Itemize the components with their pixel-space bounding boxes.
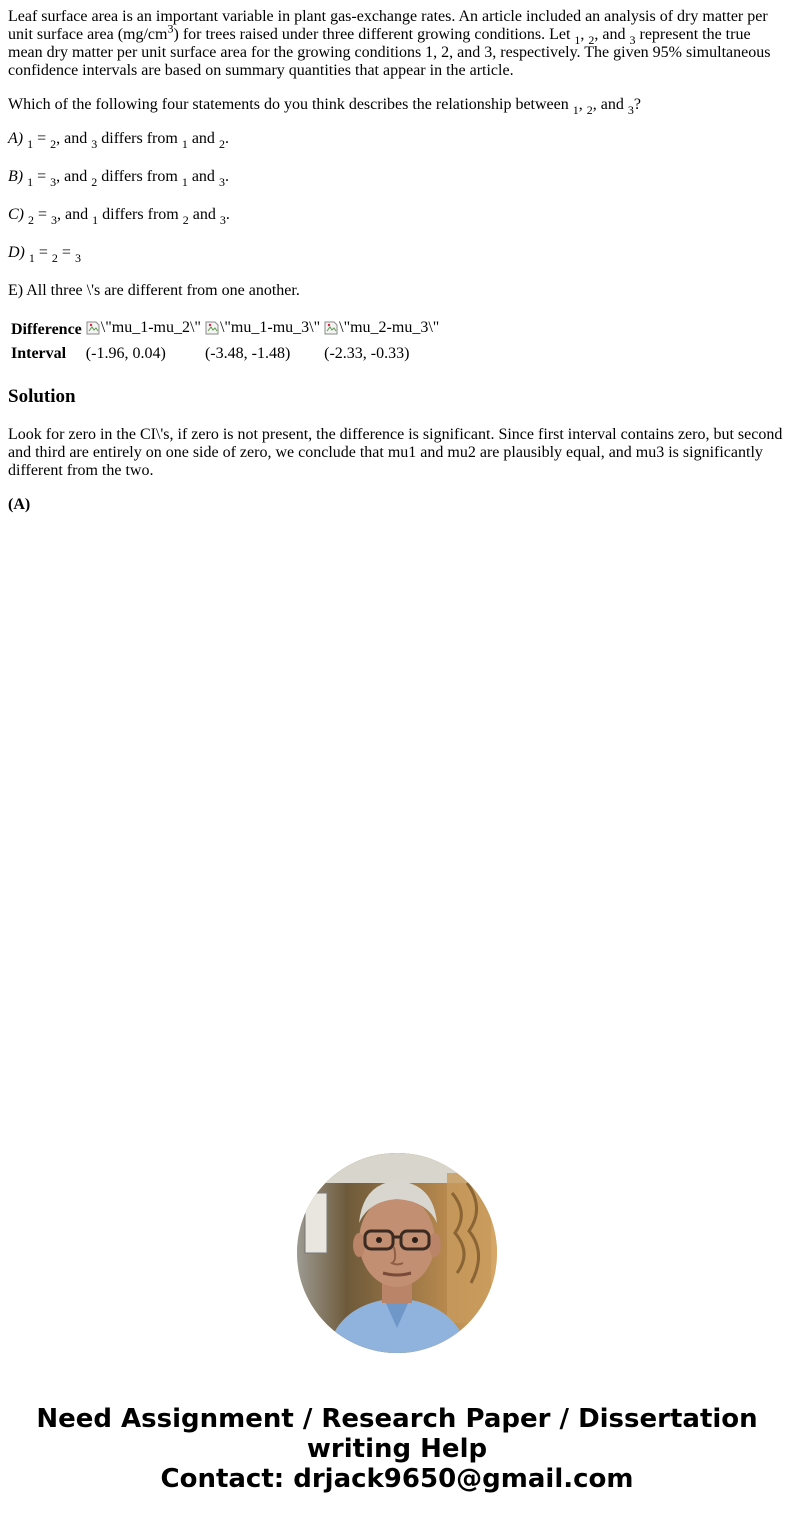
question-sep-2: , and: [592, 96, 628, 113]
option-a-and: , and: [56, 130, 92, 147]
option-a-sub: 2: [50, 137, 57, 152]
option-c-sub: 3: [51, 213, 58, 228]
option-e: E) All three \'s are different from one another.: [8, 282, 300, 299]
intro-sub-2: 2: [588, 33, 595, 48]
option-c-sub: 1: [92, 213, 99, 228]
option-c-eq: =: [34, 206, 52, 223]
option-b-and2: and: [187, 168, 219, 185]
option-a-differs: differs from: [97, 130, 182, 147]
difference-cell: [85, 318, 202, 342]
option-c-sub: 3: [219, 213, 226, 228]
option-b-sub: 3: [50, 175, 57, 190]
table-row: [10, 344, 440, 364]
option-d: [8, 244, 786, 266]
option-c-and: , and: [57, 206, 93, 223]
difference-label-3: \"mu_2-mu_3\": [339, 319, 440, 336]
option-a-and2: and: [187, 130, 219, 147]
solution-heading: Solution: [8, 386, 76, 407]
interval-cell-3: (-2.33, -0.33): [324, 345, 410, 362]
option-b-sub: 1: [181, 175, 188, 190]
option-d-eq: =: [34, 244, 52, 261]
option-a-sub: 1: [27, 137, 34, 152]
interval-header: Interval: [11, 345, 67, 362]
option-a-sub: 2: [218, 137, 225, 152]
tutor-avatar-photo: [297, 1153, 497, 1353]
option-d-sub: 2: [51, 251, 58, 266]
option-c-and2: and: [188, 206, 220, 223]
option-b-differs: differs from: [97, 168, 182, 185]
interval-cell-1: (-1.96, 0.04): [85, 345, 166, 362]
tutor-avatar: [297, 1153, 497, 1353]
intro-superscript: 3: [167, 21, 174, 36]
intro-text-a: Leaf surface area is an important variable in plant gas-exchange rates. An article included an analysis of dry matter per unit surface area (mg/cm: [8, 8, 768, 43]
question-sub-1: 1: [572, 103, 579, 118]
promo-line-2: writing Help: [306, 1434, 488, 1464]
option-a-period: .: [224, 130, 229, 147]
option-c-differs: differs from: [98, 206, 183, 223]
option-d-sub: 1: [28, 251, 35, 266]
option-c-period: .: [225, 206, 230, 223]
option-a-label: A): [8, 130, 24, 147]
difference-header: Difference: [11, 321, 82, 338]
intro-text-d: represent the true mean dry matter per unit surface area for the growing conditions 1, 2, and 3, respectively. The given 95% simultaneous confidence intervals are based on summary quantities that appear in the article.: [8, 26, 771, 79]
option-b-sub: 3: [218, 175, 225, 190]
question-end: ?: [633, 96, 641, 113]
difference-label-2: \"mu_1-mu_3\": [219, 319, 321, 336]
option-a-sub: 1: [181, 137, 188, 152]
option-d-sub: 3: [74, 251, 81, 266]
option-b-sub: 1: [27, 175, 34, 190]
option-b-period: .: [224, 168, 229, 185]
option-c-sub: 2: [28, 213, 34, 228]
promo-line-1: Need Assignment / Research Paper / Dissertation: [36, 1404, 758, 1434]
solution-body: Look for zero in the CI\'s, if zero is not present, the difference is significant. Since first interval contains zero, but second and third are entirely on one side of zero, we conclude that mu1 and mu2 are plausibly equal, and mu3 is significantly different from the two.: [8, 426, 783, 479]
difference-cell: [204, 318, 321, 342]
question: [8, 96, 786, 118]
promo-contact[interactable]: Contact: drjack9650@gmail.com: [160, 1464, 634, 1494]
option-d-label: D): [8, 244, 25, 261]
difference-label-1: \"mu_1-mu_2\": [100, 319, 201, 336]
option-a-sub: 3: [91, 137, 98, 152]
broken-image-icon: [324, 320, 338, 336]
question-sep-1: ,: [578, 96, 587, 113]
broken-image-icon: [205, 320, 219, 336]
question-sub-2: 2: [586, 103, 593, 118]
question-text: Which of the following four statements do you think describes the relationship between: [8, 96, 573, 113]
intro-text-b: ) for trees raised under three different growing conditions. Let: [173, 26, 575, 43]
intro-sub-1: 1: [574, 33, 581, 48]
question-sub-3: 3: [627, 103, 634, 118]
table-row: [10, 318, 440, 342]
option-c-label: C): [8, 206, 24, 223]
option-a: [8, 130, 786, 152]
option-b-eq: =: [33, 168, 51, 185]
document-body: [8, 8, 786, 530]
promo-banner: [0, 1404, 794, 1494]
solution-answer: (A): [8, 496, 31, 513]
option-a-eq: =: [33, 130, 51, 147]
option-c-sub: 2: [182, 213, 189, 228]
broken-image-icon: [86, 320, 100, 336]
interval-cell-2: (-3.48, -1.48): [204, 345, 291, 362]
option-b-and: , and: [56, 168, 92, 185]
option-b-label: B): [8, 168, 24, 185]
difference-cell: [323, 318, 440, 342]
option-c: [8, 206, 786, 228]
intro-sub-3: 3: [629, 33, 636, 48]
option-b: [8, 168, 786, 190]
intro-text-c: , and: [594, 26, 630, 43]
problem-intro: Leaf surface area is an important variable in plant gas-exchange rates. An article included an analysis of dry matter per unit surface area $(mg/cm^3)$ for trees raised under three different growing conditions. Let $_1$, $_2$, and $_3$ represent the true mean dry matter per unit surface area for the growing conditions 1, 2, and 3, respectively. The given 95% simultaneous confidence intervals are based on summary quantities that appear in the article.: [8, 8, 771, 79]
option-b-sub: 2: [91, 175, 98, 190]
confidence-interval-table: [8, 316, 442, 366]
option-d-eq2: =: [57, 244, 75, 261]
